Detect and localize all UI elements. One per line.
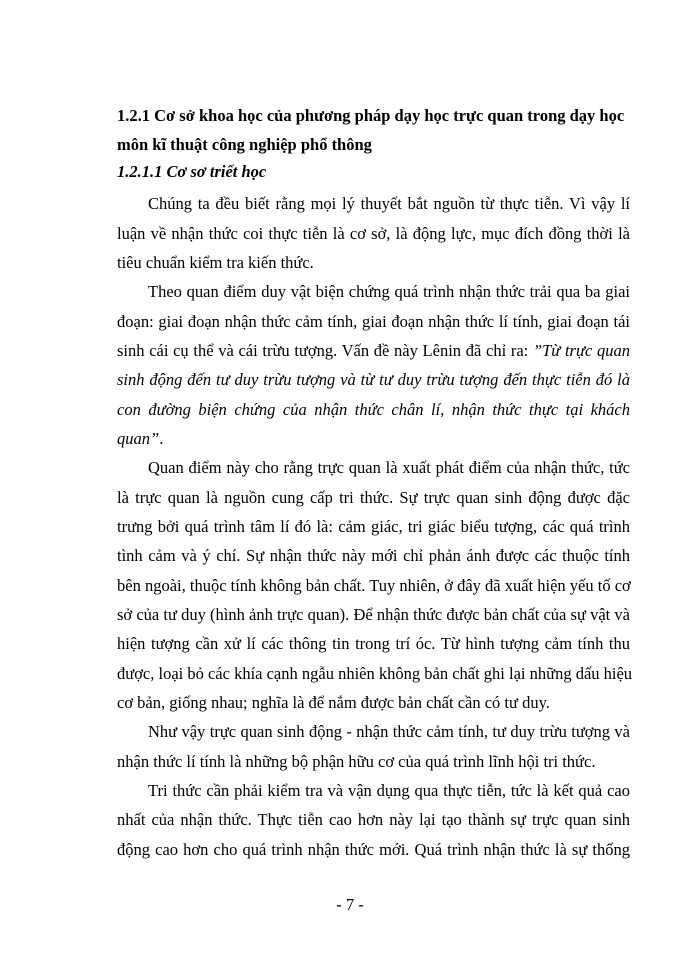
subsection-heading: 1.2.1.1 Cơ sơ triết học [117, 162, 267, 181]
paragraph-text: . [159, 429, 164, 448]
paragraph-line: Tri thức cần phải kiểm tra và vận dụng qua thực tiễn, tức là kết quả cao [148, 781, 630, 800]
section-heading-line: 1.2.1 Cơ sở khoa học của phương pháp dạy học trực quan trong dạy học [117, 106, 625, 125]
paragraph-line: luận về nhận thức coi thực tiễn là cơ sở, là động lực, mục đích đồng thời là [117, 224, 630, 243]
paragraph-line: động cao hơn cho quá trình nhận thức mới. Quá trình nhận thức là sự thống [117, 840, 630, 859]
paragraph-line: được, loại bỏ các khía cạnh ngẫu nhiên không bản chất ghi lại những dấu hiệu [117, 664, 633, 683]
section-heading [117, 101, 637, 159]
lenin-quote: ”Từ trực quan [532, 341, 630, 360]
paragraph-line: tiêu chuẩn kiểm tra kiến thức. [117, 253, 314, 272]
paragraph-line: đoạn: giai đoạn nhận thức cảm tính, giai đoạn nhận thức lí tính, giai đoạn tái [117, 312, 630, 331]
paragraph-line: trưng bởi quá trình tâm lí đó là: cảm giác, tri giác biểu tượng, các quá trình [117, 517, 630, 536]
paragraph-line: Chúng ta đều biết rằng mọi lý thuyết bắt nguồn từ thực tiễn. Vì vậy lí [148, 194, 630, 213]
lenin-quote: sinh động đến tư duy trừu tượng và từ tư duy trừu tượng đến thực tiễn đó là [117, 370, 630, 389]
paragraph-text: sinh cái cụ thể và cái trừu tượng. Vấn đề này Lênin đã chỉ ra: [117, 341, 533, 360]
paragraph-line: nhất của nhận thức. Thực tiễn cao hơn này lại tạo thành sự trực quan sinh [117, 810, 630, 829]
paragraph-line: Theo quan điểm duy vật biện chứng quá trình nhận thức trải qua ba giai [148, 282, 630, 301]
paragraph-line [117, 340, 630, 362]
section-heading-line: môn kĩ thuật công nghiệp phổ thông [117, 135, 372, 154]
paragraph-line: cơ bản, giống nhau; nghĩa là để nắm được bản chất cần có tư duy. [117, 693, 550, 712]
paragraph-line [117, 369, 630, 391]
paragraph-line: nhận thức lí tính là những bộ phận hữu cơ của quá trình lĩnh hội tri thức. [117, 752, 596, 771]
paragraph-line: là trực quan là nguồn cung cấp tri thức. Sự trực quan sinh động được đặc [117, 488, 630, 507]
paragraph-line [117, 428, 630, 450]
paragraph-line: sở của tư duy (hình ảnh trực quan). Để nhận thức được bản chất của sự vật và [117, 605, 630, 624]
paragraph-line: Như vậy trực quan sinh động - nhận thức cảm tính, tư duy trừu tượng và [148, 722, 630, 741]
paragraph-line [117, 399, 630, 421]
lenin-quote: con đường biện chứng của nhận thức chân lí, nhận thức thực tại khách [117, 400, 630, 419]
paragraph-line: hiện tượng cần xử lí các thông tin trong trí óc. Từ hình tượng cảm tính thu [117, 634, 630, 653]
page-number: - 7 - [336, 895, 364, 914]
lenin-quote: quan” [117, 429, 160, 448]
paragraph-line: Quan điểm này cho rằng trực quan là xuất phát điểm của nhận thức, tức [148, 458, 630, 477]
paragraph-line: tình cảm và ý chí. Sự nhận thức này mới chỉ phản ánh được các thuộc tính [117, 546, 630, 565]
paragraph-line: bên ngoài, thuộc tính không bản chất. Tuy nhiên, ở đây đã xuất hiện yếu tố cơ [117, 576, 631, 595]
